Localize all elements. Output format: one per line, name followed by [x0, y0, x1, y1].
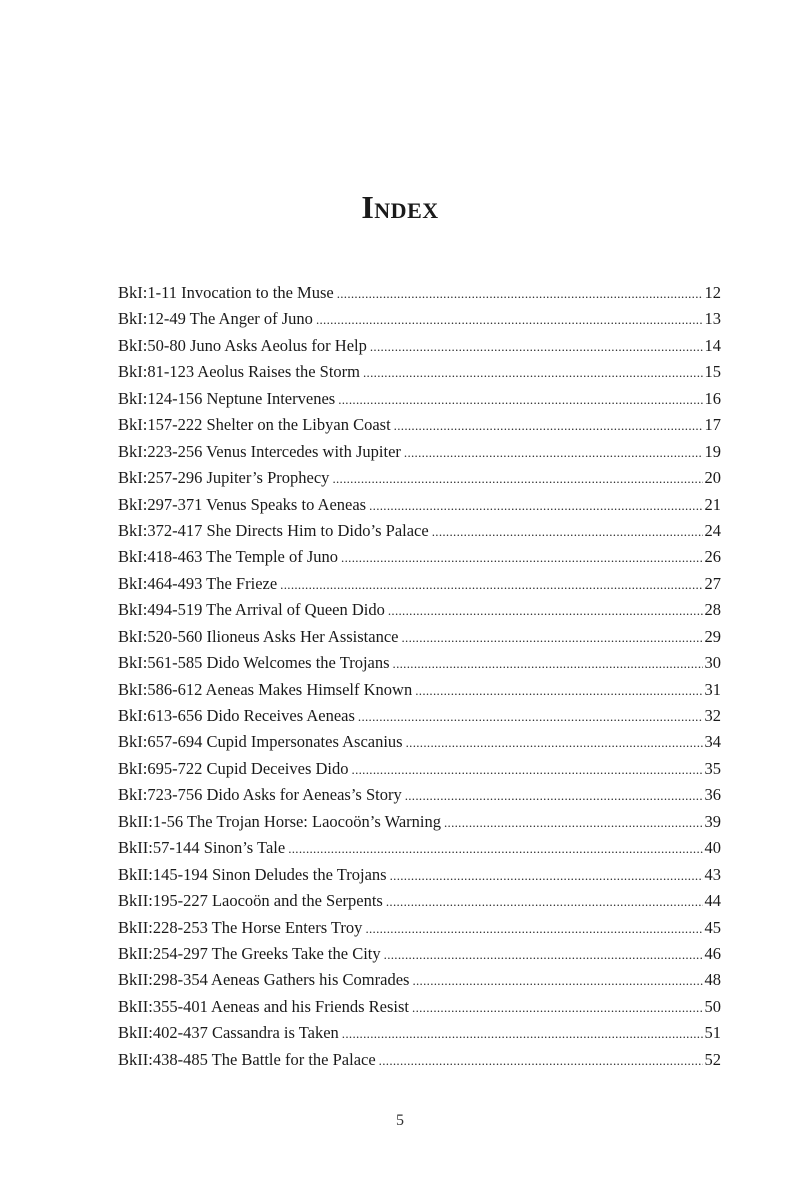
index-entry-page-number: 50	[704, 996, 721, 1016]
dot-leader	[393, 653, 703, 675]
dot-leader	[316, 309, 703, 331]
dot-leader	[332, 468, 702, 490]
index-entry-page-number: 20	[704, 468, 721, 488]
dot-leader	[412, 997, 702, 1019]
dot-leader	[370, 336, 703, 358]
index-entry-page-number: 46	[704, 943, 721, 963]
index-entry-label: BkI:520-560 Ilioneus Asks Her Assistance	[118, 626, 399, 646]
index-entry[interactable]	[118, 996, 721, 1022]
index-entry-page-number: 14	[704, 335, 721, 355]
index-entry[interactable]	[118, 705, 721, 731]
index-entry-label: BkI:50-80 Juno Asks Aeolus for Help	[118, 335, 367, 355]
index-entry[interactable]	[118, 969, 721, 995]
dot-leader	[280, 574, 702, 596]
index-entry-label: BkI:372-417 She Directs Him to Dido’s Palace	[118, 520, 429, 540]
index-entry-page-number: 51	[704, 1023, 721, 1043]
dot-leader	[401, 627, 702, 649]
index-entry[interactable]	[118, 308, 721, 334]
index-entry-page-number: 31	[704, 679, 721, 699]
dot-leader	[384, 944, 703, 966]
index-entry-label: BkI:223-256 Venus Intercedes with Jupiter	[118, 441, 401, 461]
index-entry-page-number: 52	[704, 1049, 721, 1069]
index-entry-page-number: 16	[704, 388, 721, 408]
index-entry[interactable]	[118, 917, 721, 943]
dot-leader	[337, 283, 703, 305]
index-entry[interactable]	[118, 1022, 721, 1048]
index-entry[interactable]	[118, 890, 721, 916]
index-entry[interactable]	[118, 626, 721, 652]
index-entry-label: BkI:1-11 Invocation to the Muse	[118, 283, 334, 302]
index-entry-page-number: 12	[704, 283, 721, 302]
index-entry-label: BkI:12-49 The Anger of Juno	[118, 309, 313, 329]
index-list	[118, 282, 721, 1075]
index-entry-label: BkI:657-694 Cupid Impersonates Ascanius	[118, 732, 403, 752]
index-entry-page-number: 35	[704, 758, 721, 778]
dot-leader	[386, 891, 703, 913]
index-entry[interactable]	[118, 282, 721, 308]
index-entry-label: BkII:402-437 Cassandra is Taken	[118, 1023, 339, 1043]
index-entry[interactable]	[118, 652, 721, 678]
index-entry[interactable]	[118, 494, 721, 520]
dot-leader	[406, 732, 703, 754]
dot-leader	[369, 495, 702, 517]
index-entry-label: BkI:124-156 Neptune Intervenes	[118, 388, 336, 408]
index-entry[interactable]	[118, 758, 721, 784]
dot-leader	[394, 415, 703, 437]
index-entry[interactable]	[118, 335, 721, 361]
index-entry-page-number: 45	[704, 917, 721, 937]
dot-leader	[365, 918, 702, 940]
index-entry-label: BkII:57-144 Sinon’s Tale	[118, 838, 286, 858]
dot-leader	[405, 785, 703, 807]
index-entry-page-number: 34	[704, 732, 721, 752]
index-entry-page-number: 27	[704, 573, 721, 593]
index-entry-label: BkI:723-756 Dido Asks for Aeneas’s Story	[118, 785, 402, 805]
index-entry-label: BkI:418-463 The Temple of Juno	[118, 547, 339, 567]
index-entry-label: BkI:464-493 The Frieze	[118, 573, 278, 593]
dot-leader	[412, 970, 702, 992]
index-entry-label: BkII:195-227 Laocoön and the Serpents	[118, 891, 383, 911]
index-entry-page-number: 32	[704, 706, 721, 725]
index-entry-page-number: 40	[704, 838, 721, 858]
dot-leader	[358, 706, 703, 728]
index-entry-label: BkII:228-253 The Horse Enters Troy	[118, 917, 363, 937]
index-entry-label: BkII:298-354 Aeneas Gathers his Comrades	[118, 970, 410, 990]
index-entry-label: BkII:355-401 Aeneas and his Friends Resist	[118, 996, 410, 1016]
index-entry-label: BkII:145-194 Sinon Deludes the Trojans	[118, 864, 387, 884]
index-entry[interactable]	[118, 837, 721, 863]
page-title: Index	[361, 189, 439, 225]
index-entry-label: BkI:695-722 Cupid Deceives Dido	[118, 758, 349, 778]
dot-leader	[342, 1023, 703, 1045]
index-entry-label: BkI:586-612 Aeneas Makes Himself Known	[118, 679, 413, 699]
dot-leader	[432, 521, 703, 543]
index-entry-page-number: 29	[704, 626, 721, 646]
index-entry-label: BkI:81-123 Aeolus Raises the Storm	[118, 362, 360, 382]
index-entry-page-number: 15	[704, 362, 721, 382]
index-entry-label: BkII:1-56 The Trojan Horse: Laocoön’s Warning	[118, 811, 441, 831]
index-entry-page-number: 28	[704, 600, 721, 620]
dot-leader	[444, 812, 703, 834]
dot-leader	[352, 759, 703, 781]
index-entry-label: BkI:613-656 Dido Receives Aeneas	[118, 706, 355, 725]
index-entry-page-number: 21	[704, 494, 721, 514]
index-entry-page-number: 44	[704, 891, 721, 911]
index-entry-label: BkI:494-519 The Arrival of Queen Dido	[118, 600, 385, 620]
index-entry[interactable]	[118, 784, 721, 810]
dot-leader	[341, 547, 702, 569]
index-entry[interactable]	[118, 388, 721, 414]
index-entry[interactable]	[118, 441, 721, 467]
dot-leader	[379, 1050, 703, 1072]
index-entry[interactable]	[118, 1049, 721, 1075]
dot-leader	[388, 600, 703, 622]
index-entry-label: BkI:157-222 Shelter on the Libyan Coast	[118, 415, 391, 435]
index-entry[interactable]	[118, 520, 721, 546]
index-entry-page-number: 17	[704, 415, 721, 435]
index-entry-page-number: 19	[704, 441, 721, 461]
index-entry-label: BkII:254-297 The Greeks Take the City	[118, 943, 381, 963]
index-entry[interactable]	[118, 467, 721, 493]
dot-leader	[288, 838, 702, 860]
page-number: 5	[396, 1112, 404, 1129]
dot-leader	[363, 362, 703, 384]
index-entry-page-number: 30	[704, 653, 721, 673]
index-entry[interactable]	[118, 414, 721, 440]
index-entry-page-number: 36	[704, 785, 721, 805]
index-entry-label: BkI:297-371 Venus Speaks to Aeneas	[118, 494, 367, 514]
dot-leader	[390, 865, 703, 887]
index-entry-label: BkI:257-296 Jupiter’s Prophecy	[118, 468, 330, 488]
index-entry-page-number: 39	[704, 811, 721, 831]
index-entry-label: BkI:561-585 Dido Welcomes the Trojans	[118, 653, 390, 673]
index-entry[interactable]	[118, 811, 721, 837]
index-entry[interactable]	[118, 679, 721, 705]
index-entry[interactable]	[118, 573, 721, 599]
index-entry-page-number: 24	[704, 520, 721, 540]
index-entry-label: BkII:438-485 The Battle for the Palace	[118, 1049, 376, 1069]
index-entry[interactable]	[118, 864, 721, 890]
index-entry-page-number: 13	[704, 309, 721, 329]
index-entry[interactable]	[118, 361, 721, 387]
index-entry[interactable]	[118, 943, 721, 969]
index-entry-page-number: 43	[704, 864, 721, 884]
index-entry[interactable]	[118, 599, 721, 625]
index-entry[interactable]	[118, 731, 721, 757]
index-entry-page-number: 26	[704, 547, 721, 567]
index-entry[interactable]	[118, 546, 721, 572]
dot-leader	[404, 442, 703, 464]
index-entry-page-number: 48	[704, 970, 721, 990]
dot-leader	[338, 389, 702, 411]
dot-leader	[415, 680, 702, 702]
